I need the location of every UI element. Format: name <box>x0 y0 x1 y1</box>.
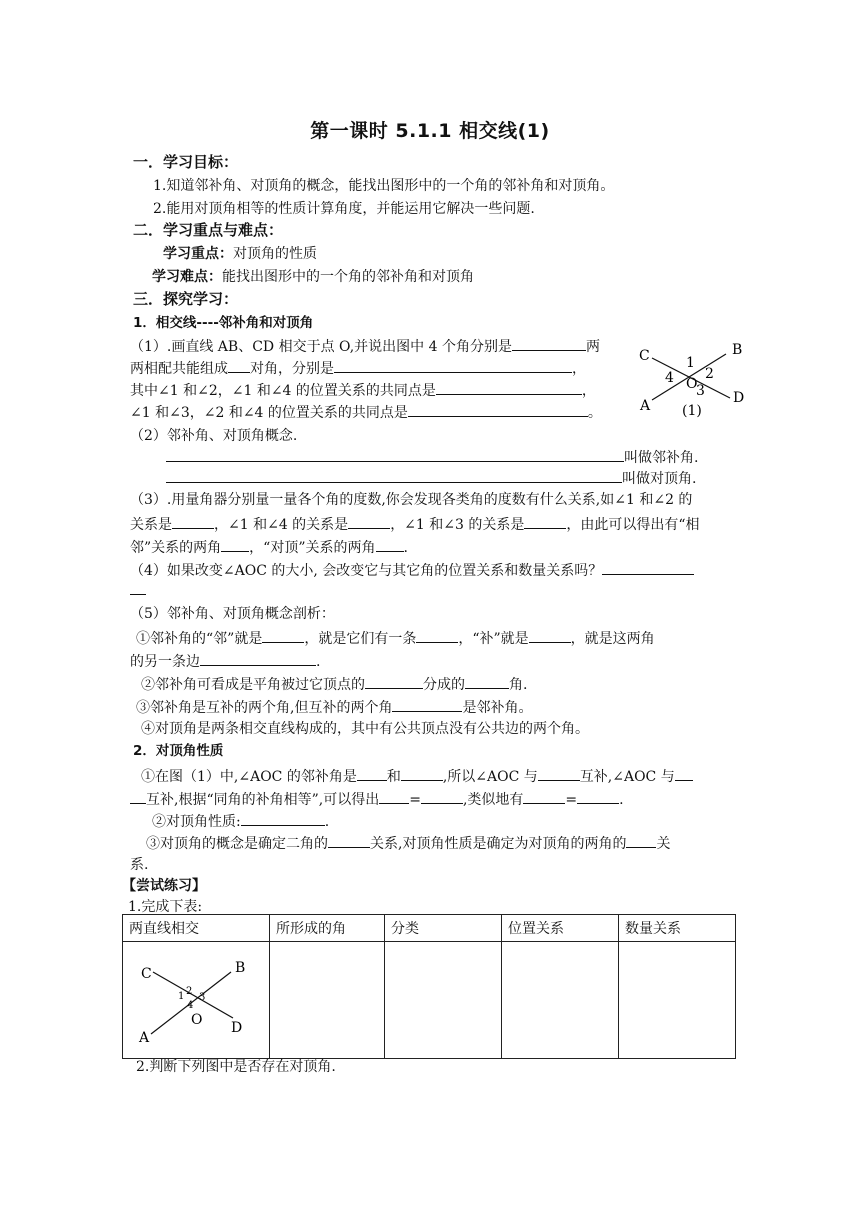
key-point-label: 学习重点： <box>163 246 233 262</box>
fig1-label: 2 <box>705 366 714 382</box>
table-answer-cell[interactable] <box>619 942 736 1059</box>
fill-blank[interactable] <box>262 628 304 643</box>
q-text: ①在图（1）中,∠AOC 的邻补角是 <box>141 769 357 785</box>
q-text: 关 <box>656 836 671 852</box>
fig2-label: 4 <box>187 1000 194 1011</box>
p1-line1 <box>130 336 600 356</box>
q-text: = <box>409 792 421 808</box>
section-3-heading: 三．探究学习： <box>133 290 239 308</box>
table-header-row <box>123 915 736 942</box>
p5-text: . <box>316 654 321 670</box>
fill-blank[interactable] <box>675 766 693 781</box>
fill-blank[interactable] <box>166 447 624 462</box>
q-text: ③对顶角的概念是确定二角的 <box>146 836 328 852</box>
p3-text: ，“对顶”关系的两角 <box>249 540 376 556</box>
p4-line1 <box>130 560 694 580</box>
fig1-label: C <box>639 348 650 364</box>
fill-blank[interactable] <box>334 358 572 373</box>
p3-line2 <box>130 514 700 534</box>
fig1-label: 4 <box>665 370 674 386</box>
p5-text: ，就是它们有一条 <box>304 631 417 647</box>
p2-line3 <box>166 468 696 488</box>
fig1-label: 1 <box>686 355 695 371</box>
p4-line2 <box>130 580 146 600</box>
table-row <box>123 942 736 1059</box>
p3-text: ，由此可以得出有“相 <box>566 517 700 533</box>
fill-blank[interactable] <box>524 514 566 529</box>
fill-blank[interactable] <box>221 537 249 552</box>
p5-text: 分成的 <box>423 677 465 693</box>
fill-blank[interactable] <box>392 697 462 712</box>
p1-text: 对角，分别是 <box>250 361 334 377</box>
subsection-1-heading: 1．相交线----邻补角和对顶角 <box>133 315 314 331</box>
q-text: 互补,根据“同角的补角相等”,可以得出 <box>146 792 380 808</box>
p1-text: 其中∠1 和∠2，∠1 和∠4 的位置关系的共同点是 <box>130 383 436 399</box>
p3-line1: （3）.用量角器分别量一量各个角的度数,你会发现各类角的度数有什么关系,如∠1 和∠2 的 <box>130 492 693 508</box>
table-answer-cell[interactable] <box>270 942 385 1059</box>
table-answer-cell[interactable] <box>385 942 502 1059</box>
fig2-label: 3 <box>199 992 206 1003</box>
fill-blank[interactable] <box>357 766 387 781</box>
p5-text: 的另一条边 <box>130 654 200 670</box>
q-line3 <box>152 811 329 831</box>
p3-line3 <box>130 537 408 557</box>
p3-text: 邻”关系的两角 <box>130 540 222 556</box>
fig2-label: D <box>231 1020 243 1036</box>
fig1-label: 3 <box>696 383 705 399</box>
section-1-heading: 一．学习目标： <box>133 153 239 171</box>
p5-line5 <box>136 697 532 717</box>
p1-text: 。 <box>587 405 602 421</box>
fill-blank[interactable] <box>416 628 458 643</box>
fig2-label: B <box>235 960 246 976</box>
fig1-label: A <box>640 398 651 414</box>
fig1-label: B <box>732 342 743 358</box>
fill-blank[interactable] <box>379 789 409 804</box>
difficulty <box>152 268 474 286</box>
fill-blank[interactable] <box>130 789 146 804</box>
fig2-label: 1 <box>178 991 185 1002</box>
q-text: ,类似地有 <box>462 792 524 808</box>
p1-text: ∠1 和∠3，∠2 和∠4 的位置关系的共同点是 <box>130 405 408 421</box>
fill-blank[interactable] <box>376 537 404 552</box>
difficulty-label: 学习难点： <box>152 269 222 285</box>
page-title: 第一课时 5.1.1 相交线(1) <box>310 120 550 142</box>
p3-text: 关系是 <box>130 517 172 533</box>
fill-blank[interactable] <box>241 811 325 826</box>
table-header-cell: 所形成的角 <box>270 915 385 942</box>
objective-1: 1.知道邻补角、对顶角的概念，能找出图形中的一个角的邻补角和对顶角。 <box>153 178 615 194</box>
fill-blank[interactable] <box>465 674 509 689</box>
fill-blank[interactable] <box>538 766 580 781</box>
q-line4 <box>146 833 670 853</box>
difficulty-text: 能找出图形中的一个角的邻补角和对顶角 <box>222 269 474 285</box>
p5-line4 <box>141 674 527 694</box>
q-line2 <box>130 789 624 809</box>
p5-line6: ④对顶角是两条相交直线构成的，其中有公共顶点没有公共边的两个角。 <box>141 721 589 737</box>
q-line5: 系. <box>130 857 149 873</box>
p5-text: ②邻补角可看成是平角被过它顶点的 <box>141 677 365 693</box>
p1-text: （1）.画直线 AB、CD 相交于点 O,并说出图中 4 个角分别是 <box>130 339 512 355</box>
fig1-caption: (1) <box>682 403 702 419</box>
key-point <box>163 245 317 263</box>
p5-text: 是邻补角。 <box>462 700 533 716</box>
p1-line4 <box>130 402 602 422</box>
fill-blank[interactable] <box>436 380 582 395</box>
figure-2-intersecting-lines <box>123 942 269 1054</box>
fill-blank[interactable] <box>421 789 463 804</box>
p2-line2 <box>166 447 698 467</box>
fig1-label: O <box>686 376 698 392</box>
fill-blank[interactable] <box>166 468 622 483</box>
practice-table <box>122 914 736 1059</box>
p1-line3 <box>130 380 596 400</box>
fill-blank[interactable] <box>529 628 571 643</box>
p5-text: 角. <box>509 677 528 693</box>
table-header-cell: 位置关系 <box>502 915 619 942</box>
practice-q1: 1.完成下表: <box>128 899 203 915</box>
objective-2: 2.能用对顶角相等的性质计算角度，并能运用它解决一些问题. <box>153 201 535 217</box>
p5-line1: （5）邻补角、对顶角概念剖析： <box>130 606 335 622</box>
fill-blank[interactable] <box>348 514 390 529</box>
key-point-text: 对顶角的性质 <box>233 246 317 262</box>
p1-text: ， <box>572 361 586 377</box>
fig1-label: D <box>733 390 745 406</box>
p5-text: ①邻补角的“邻”就是 <box>136 631 263 647</box>
fill-blank[interactable] <box>365 674 423 689</box>
p5-line2 <box>136 628 655 648</box>
q-text: = <box>565 792 578 808</box>
q-text: . <box>324 814 330 830</box>
fill-blank[interactable] <box>401 766 443 781</box>
p2-line1: （2）邻补角、对顶角概念. <box>130 428 298 444</box>
fill-blank[interactable] <box>172 514 214 529</box>
fill-blank[interactable] <box>626 833 656 848</box>
p3-text: . <box>403 540 408 556</box>
fill-blank[interactable] <box>408 402 588 417</box>
p5-text: ，就是这两角 <box>570 631 655 647</box>
p5-text: ，“补”就是 <box>458 631 529 647</box>
fill-blank[interactable] <box>130 580 146 595</box>
q-text: . <box>619 792 624 808</box>
figure-1-intersecting-lines <box>630 338 750 420</box>
practice-q2: 2.判断下列图中是否存在对顶角. <box>136 1059 336 1075</box>
p1-text: ， <box>581 383 596 399</box>
table-header-cell: 分类 <box>385 915 502 942</box>
practice-heading: 【尝试练习】 <box>122 878 206 894</box>
fill-blank[interactable] <box>577 789 619 804</box>
q-text: ②对顶角性质: <box>152 814 241 830</box>
fill-blank[interactable] <box>228 358 250 373</box>
p1-line2 <box>130 358 586 378</box>
q-line1 <box>141 766 693 786</box>
section-2-heading: 二．学习重点与难点： <box>133 221 284 239</box>
p3-text: ，∠1 和∠3 的关系是 <box>390 517 525 533</box>
table-answer-cell[interactable] <box>502 942 619 1059</box>
p2-text: 叫做邻补角. <box>624 450 699 466</box>
fill-blank[interactable] <box>523 789 565 804</box>
p2-text: 叫做对顶角. <box>622 471 697 487</box>
subsection-2-heading: 2．对顶角性质 <box>133 743 224 759</box>
fill-blank[interactable] <box>328 833 370 848</box>
table-header-cell: 数量关系 <box>619 915 736 942</box>
q-text: 互补,∠AOC 与 <box>579 769 675 785</box>
q-text: 和 <box>386 769 401 785</box>
p4-text: （4）如果改变∠AOC 的大小, 会改变它与其它角的位置关系和数量关系吗？ <box>130 563 603 579</box>
fill-blank[interactable] <box>200 651 316 666</box>
q-text: 关系,对顶角性质是确定为对顶角的两角的 <box>370 836 627 852</box>
p1-text: 两 <box>585 339 600 355</box>
table-figure-cell <box>123 942 270 1059</box>
fig2-label: O <box>191 1012 203 1028</box>
fig2-label: 2 <box>186 986 193 997</box>
q-text: ,所以∠AOC 与 <box>442 769 538 785</box>
table-header-cell: 两直线相交 <box>123 915 270 942</box>
fill-blank[interactable] <box>512 336 586 351</box>
p5-line3 <box>130 651 320 671</box>
fig2-label: C <box>141 966 152 982</box>
p1-text: 两相配共能组成 <box>130 361 228 377</box>
fig2-label: A <box>139 1030 150 1046</box>
p5-text: ③邻补角是互补的两个角,但互补的两个角 <box>136 700 393 716</box>
fill-blank[interactable] <box>602 560 694 575</box>
p3-text: ，∠1 和∠4 的关系是 <box>214 517 349 533</box>
